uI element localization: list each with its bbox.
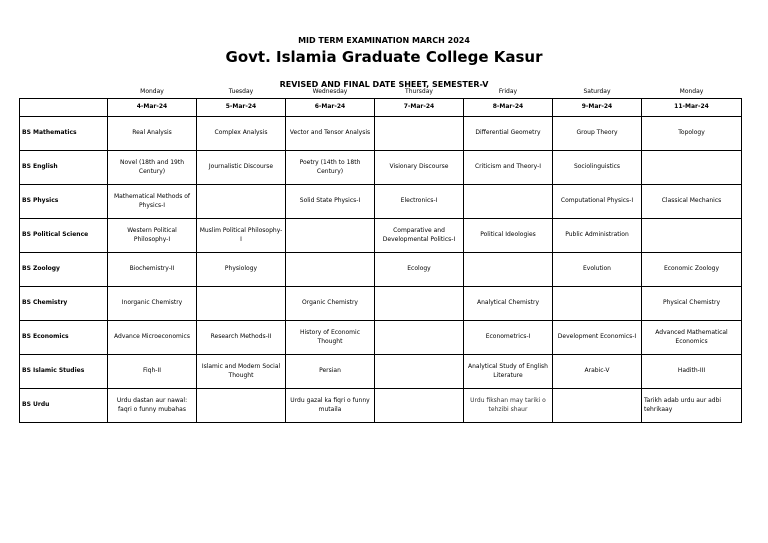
- date-header: 9-Mar-24: [553, 99, 642, 117]
- exam-title: MID TERM EXAMINATION MARCH 2024: [298, 36, 470, 45]
- exam-cell: Urdu gazal ka fiqri o funny mutaila: [286, 389, 375, 423]
- exam-cell: Physical Chemistry: [642, 287, 742, 321]
- exam-cell: [197, 389, 286, 423]
- date-header: 6-Mar-24: [286, 99, 375, 117]
- exam-cell: Journalistic Discourse: [197, 151, 286, 185]
- exam-cell: [197, 185, 286, 219]
- exam-cell: Political Ideologies: [464, 219, 553, 253]
- date-header: 5-Mar-24: [197, 99, 286, 117]
- exam-cell: Topology: [642, 117, 742, 151]
- day-header: Wednesday: [312, 88, 348, 96]
- exam-cell: Comparative and Developmental Politics-I: [375, 219, 464, 253]
- exam-cell: Differential Geometry: [464, 117, 553, 151]
- exam-cell: [642, 151, 742, 185]
- table-row: [20, 151, 742, 185]
- exam-cell: Physiology: [197, 253, 286, 287]
- exam-cell: Vector and Tensor Analysis: [286, 117, 375, 151]
- exam-cell: Islamic and Modern Social Thought: [197, 355, 286, 389]
- date-header: 7-Mar-24: [375, 99, 464, 117]
- exam-cell: Complex Analysis: [197, 117, 286, 151]
- date-sheet-table: [19, 88, 742, 423]
- table-row: [20, 117, 742, 151]
- days-row: [20, 88, 742, 99]
- exam-cell: Tarikh adab urdu aur adbi tehrikaay: [642, 389, 742, 423]
- exam-cell: [286, 253, 375, 287]
- exam-cell: Arabic-V: [553, 355, 642, 389]
- table-row: [20, 321, 742, 355]
- exam-cell: Organic Chemistry: [286, 287, 375, 321]
- exam-cell: [375, 117, 464, 151]
- subject-label: BS Political Science: [20, 219, 108, 253]
- subject-label: BS Zoology: [20, 253, 108, 287]
- exam-cell: Western Political Philosophy-I: [108, 219, 197, 253]
- exam-cell: Urdu fikshan may tariki o tehzibi shaur: [464, 389, 553, 423]
- table-row: [20, 185, 742, 219]
- table-row: [20, 219, 742, 253]
- exam-cell: [375, 321, 464, 355]
- exam-cell: Public Administration: [553, 219, 642, 253]
- sheet-title: REVISED AND FINAL DATE SHEET, SEMESTER-V: [279, 80, 489, 89]
- exam-cell: History of Economic Thought: [286, 321, 375, 355]
- exam-cell: [286, 219, 375, 253]
- exam-cell: Muslim Political Philosophy-I: [197, 219, 286, 253]
- day-header: Saturday: [583, 88, 611, 96]
- exam-cell: Novel (18th and 19th Century): [108, 151, 197, 185]
- exam-cell: Advanced Mathematical Economics: [642, 321, 742, 355]
- college-name: Govt. Islamia Graduate College Kasur: [225, 48, 543, 66]
- exam-cell: Development Economics-I: [553, 321, 642, 355]
- exam-cell: [464, 185, 553, 219]
- exam-cell: Analytical Chemistry: [464, 287, 553, 321]
- exam-cell: Solid State Physics-I: [286, 185, 375, 219]
- exam-cell: [375, 355, 464, 389]
- exam-cell: Visionary Discourse: [375, 151, 464, 185]
- day-header: Monday: [140, 88, 164, 96]
- table-row: [20, 355, 742, 389]
- exam-cell: Poetry (14th to 18th Century): [286, 151, 375, 185]
- date-header: 4-Mar-24: [108, 99, 197, 117]
- exam-cell: Criticism and Theory-I: [464, 151, 553, 185]
- day-header: Monday: [679, 88, 704, 96]
- exam-cell: Classical Mechanics: [642, 185, 742, 219]
- exam-cell: Computational Physics-I: [553, 185, 642, 219]
- dates-row: [20, 99, 742, 117]
- exam-cell: Analytical Study of English Literature: [464, 355, 553, 389]
- exam-cell: Sociolinguistics: [553, 151, 642, 185]
- exam-cell: Mathematical Methods of Physics-I: [108, 185, 197, 219]
- day-header: Tuesday: [228, 88, 254, 96]
- exam-cell: Ecology: [375, 253, 464, 287]
- table-row: [20, 253, 742, 287]
- exam-cell: [553, 287, 642, 321]
- date-header: 8-Mar-24: [464, 99, 553, 117]
- exam-cell: [642, 219, 742, 253]
- exam-cell: [553, 389, 642, 423]
- exam-cell: Urdu dastan aur nawal: faqri o funny mubahas: [108, 389, 197, 423]
- exam-cell: Advance Microeconomics: [108, 321, 197, 355]
- day-header: Thursday: [405, 88, 433, 96]
- exam-cell: Group Theory: [553, 117, 642, 151]
- subject-label: BS Islamic Studies: [20, 355, 108, 389]
- date-header: 11-Mar-24: [642, 99, 742, 117]
- exam-cell: Evolution: [553, 253, 642, 287]
- subject-label: BS Mathematics: [20, 117, 108, 151]
- corner-cell: [20, 99, 108, 117]
- exam-cell: [375, 287, 464, 321]
- subject-label: BS Chemistry: [20, 287, 108, 321]
- exam-cell: [464, 253, 553, 287]
- exam-cell: Persian: [286, 355, 375, 389]
- subject-label: BS English: [20, 151, 108, 185]
- exam-cell: Biochemistry-II: [108, 253, 197, 287]
- exam-cell: Fiqh-II: [108, 355, 197, 389]
- subject-label: BS Physics: [20, 185, 108, 219]
- subject-label: BS Economics: [20, 321, 108, 355]
- exam-cell: Inorganic Chemistry: [108, 287, 197, 321]
- exam-cell: Electronics-I: [375, 185, 464, 219]
- corner-cell: [20, 88, 108, 99]
- exam-cell: Econometrics-I: [464, 321, 553, 355]
- table-row: [20, 287, 742, 321]
- exam-cell: [375, 389, 464, 423]
- table-row: [20, 389, 742, 423]
- exam-cell: Real Analysis: [108, 117, 197, 151]
- exam-cell: Research Methods-II: [197, 321, 286, 355]
- exam-cell: Hadith-III: [642, 355, 742, 389]
- subject-label: BS Urdu: [20, 389, 108, 423]
- day-header: Friday: [498, 88, 518, 96]
- exam-cell: [197, 287, 286, 321]
- exam-cell: Economic Zoology: [642, 253, 742, 287]
